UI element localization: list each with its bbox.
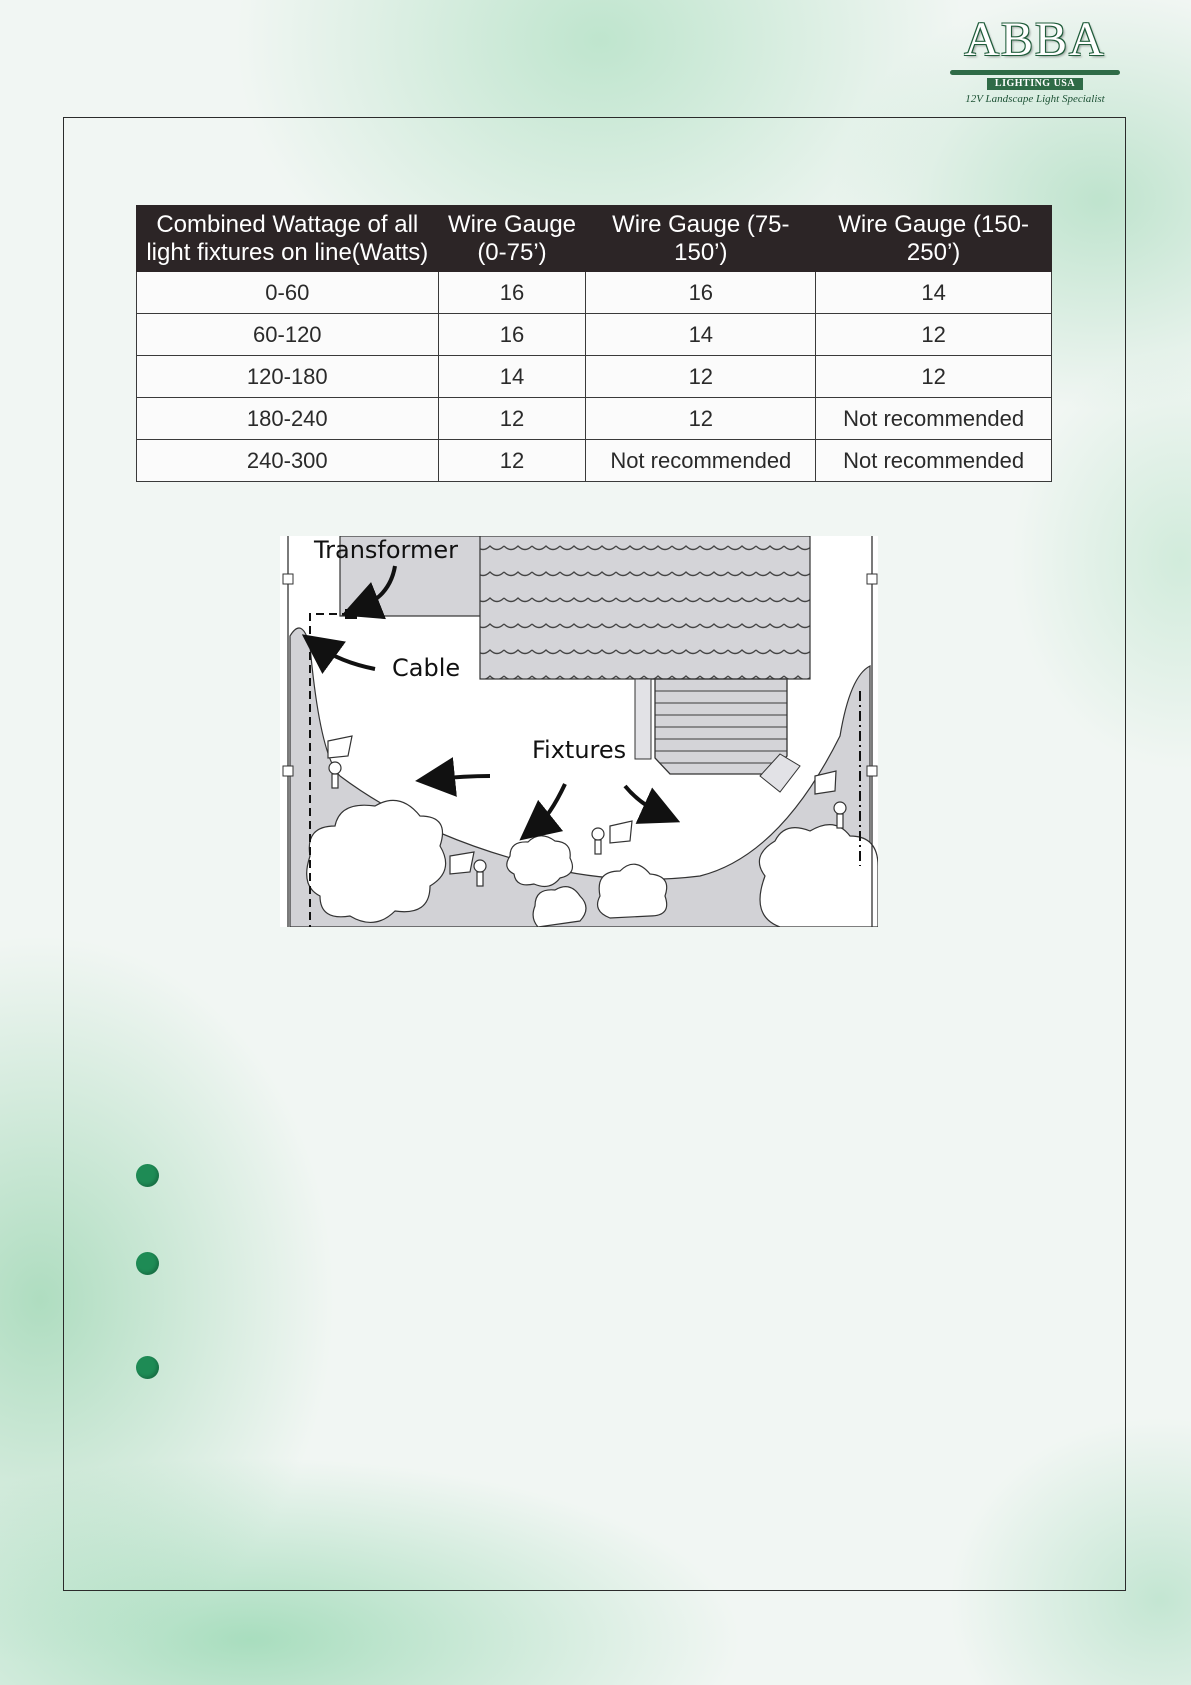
table-cell: 12: [586, 356, 816, 398]
table-cell: 16: [586, 272, 816, 314]
diagram-label-transformer: Transformer: [314, 536, 459, 564]
bullet-dot: [136, 1252, 159, 1275]
logo-bar: [950, 70, 1120, 75]
table-header-gauge-75-150: Wire Gauge (75-150’): [586, 206, 816, 272]
diagram-label-cable: Cable: [392, 654, 461, 682]
table-cell: Not recommended: [816, 440, 1052, 482]
table-cell: 12: [586, 398, 816, 440]
table-row: [137, 272, 1052, 314]
bullet-dot: [136, 1356, 159, 1379]
table-cell: Not recommended: [816, 398, 1052, 440]
brand-logo: [945, 14, 1125, 110]
table-cell: 12: [816, 356, 1052, 398]
table-cell: 0-60: [137, 272, 439, 314]
table-cell: Not recommended: [586, 440, 816, 482]
wire-gauge-table: [136, 205, 1052, 482]
table-row: [137, 440, 1052, 482]
table-cell: 14: [586, 314, 816, 356]
table-cell: 14: [438, 356, 586, 398]
table-cell: 14: [816, 272, 1052, 314]
table-cell: 12: [816, 314, 1052, 356]
table-cell: 12: [438, 440, 586, 482]
bullet-dot: [136, 1164, 159, 1187]
table-cell: 16: [438, 272, 586, 314]
table-cell: 12: [438, 398, 586, 440]
table-cell: 60-120: [137, 314, 439, 356]
table-cell: 180-240: [137, 398, 439, 440]
table-cell: 120-180: [137, 356, 439, 398]
table-row: [137, 314, 1052, 356]
table-row: [137, 398, 1052, 440]
logo-tagline: 12V Landscape Light Specialist: [965, 93, 1105, 105]
table-row: [137, 356, 1052, 398]
table-header-gauge-0-75: Wire Gauge (0-75’): [438, 206, 586, 272]
table-header-row: [137, 206, 1052, 272]
landscape-lighting-diagram: [280, 536, 878, 927]
table-cell: 240-300: [137, 440, 439, 482]
table-header-gauge-150-250: Wire Gauge (150-250’): [816, 206, 1052, 272]
table-header-wattage: Combined Wattage of all light fixtures on line(Watts): [137, 206, 439, 272]
table-cell: 16: [438, 314, 586, 356]
diagram-label-fixtures: Fixtures: [532, 736, 627, 764]
logo-subtitle: LIGHTING USA: [987, 78, 1083, 90]
logo-text: ABBA: [964, 13, 1106, 66]
